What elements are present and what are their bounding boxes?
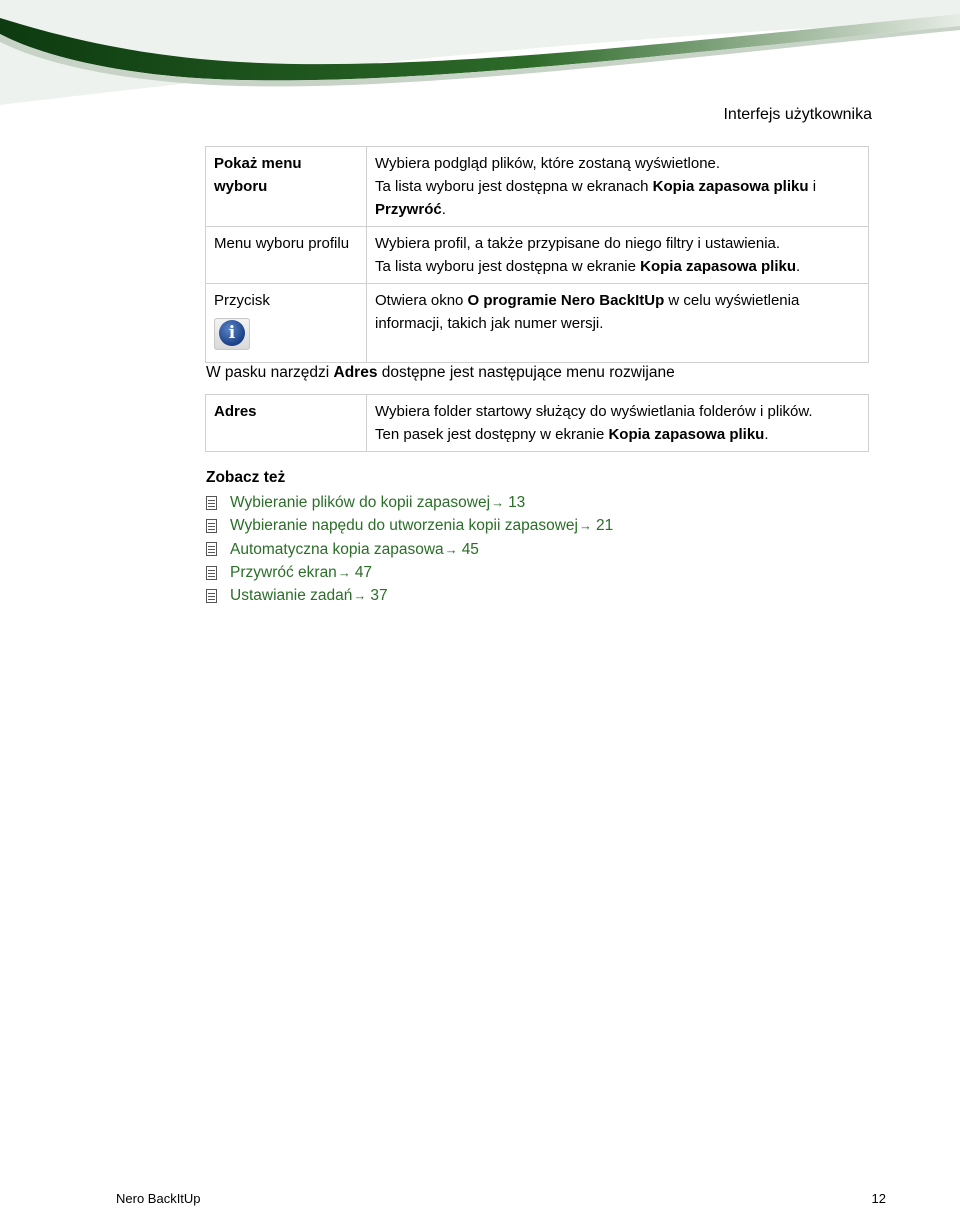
description-line (375, 152, 860, 175)
see-also-list (206, 491, 613, 607)
page-number: 12 (871, 1191, 886, 1206)
text-run: . (441, 201, 446, 218)
link-page: 13 (508, 494, 526, 511)
row-description (367, 227, 869, 284)
description-line (375, 255, 860, 278)
table-row (206, 227, 869, 284)
see-also-link[interactable] (206, 491, 613, 514)
document-icon (206, 589, 217, 603)
document-icon (206, 519, 217, 533)
bold-term: O programie Nero BackItUp (467, 292, 665, 309)
arrow-right-icon: → (578, 518, 592, 534)
row-key-cell (206, 284, 367, 363)
arrow-right-icon: → (491, 495, 505, 510)
footer-product: Nero BackItUp (116, 1191, 201, 1206)
row-key: Menu wyboru profilu (214, 235, 350, 252)
bold-term: Przywróć (375, 201, 442, 218)
document-icon (206, 542, 217, 556)
bold-term: Adres (333, 364, 378, 381)
row-key-cell (206, 227, 367, 284)
text-run: Wybiera folder startowy służący do wyświetlania folderów i plików. (375, 403, 813, 420)
see-also-link[interactable] (206, 561, 613, 584)
link-page: 45 (461, 540, 479, 558)
link-label: Wybieranie napędu do utworzenia kopii zapasowej (230, 517, 578, 535)
text-run: Wybiera podgląd plików, które zostaną wyświetlone. (375, 155, 721, 172)
info-icon (214, 318, 250, 350)
row-description (367, 284, 869, 363)
link-label: Automatyczna kopia zapasowa (230, 540, 444, 558)
table-row (206, 147, 869, 227)
text-run: W pasku narzędzi (206, 364, 334, 381)
bold-term: Kopia zapasowa pliku (640, 258, 797, 275)
description-line (375, 289, 860, 335)
link-page: 37 (370, 587, 388, 605)
text-run: . (796, 258, 801, 275)
row-key: Przycisk (214, 292, 270, 309)
section-title: Interfejs użytkownika (723, 106, 872, 123)
options-table (205, 146, 869, 363)
see-also-link[interactable] (206, 514, 613, 537)
description-line (375, 400, 860, 423)
see-also-title: Zobacz też (206, 469, 286, 486)
row-description (367, 395, 869, 452)
header-swoosh (0, 0, 960, 110)
text-run: i (808, 178, 817, 195)
description-line (375, 423, 860, 446)
document-icon (206, 496, 217, 510)
row-description (367, 147, 869, 227)
text-run: . (764, 426, 769, 443)
toolbar-paragraph (206, 364, 675, 382)
text-run: w celu wyświetlenia informacji, takich jak numer wersji. (375, 292, 800, 332)
row-key: Pokaż menu wyboru (214, 155, 302, 195)
link-label: Przywróć ekran (230, 563, 337, 581)
link-page: 47 (354, 563, 373, 581)
link-label: Ustawianie zadań (230, 587, 353, 605)
document-icon (206, 566, 217, 580)
text-run: Otwiera okno (375, 292, 468, 309)
bold-term: Kopia zapasowa pliku (652, 178, 809, 195)
link-page: 21 (595, 517, 614, 535)
text-run: Ten pasek jest dostępny w ekranie (375, 426, 609, 443)
row-key-cell (206, 147, 367, 227)
table-row (206, 395, 869, 452)
row-key-cell (206, 395, 367, 452)
text-run: Ta lista wyboru jest dostępna w ekranie (375, 258, 641, 275)
arrow-right-icon: → (337, 564, 351, 580)
description-line (375, 232, 860, 255)
arrow-right-icon: → (353, 588, 367, 604)
info-glyph: i (219, 320, 245, 346)
text-run: dostępne jest następujące menu rozwijane (377, 364, 675, 381)
arrow-right-icon: → (444, 541, 458, 557)
text-run: Ta lista wyboru jest dostępna w ekranach (375, 178, 653, 195)
text-run: Wybiera profil, a także przypisane do niego filtry i ustawienia. (375, 235, 781, 252)
table-row (206, 284, 869, 363)
link-label: Wybieranie plików do kopii zapasowej (230, 494, 491, 511)
address-table (205, 394, 869, 452)
bold-term: Kopia zapasowa pliku (608, 426, 765, 443)
see-also-link[interactable] (206, 538, 613, 561)
see-also-link[interactable] (206, 584, 613, 607)
description-line (375, 175, 860, 221)
row-key: Adres (214, 403, 257, 420)
